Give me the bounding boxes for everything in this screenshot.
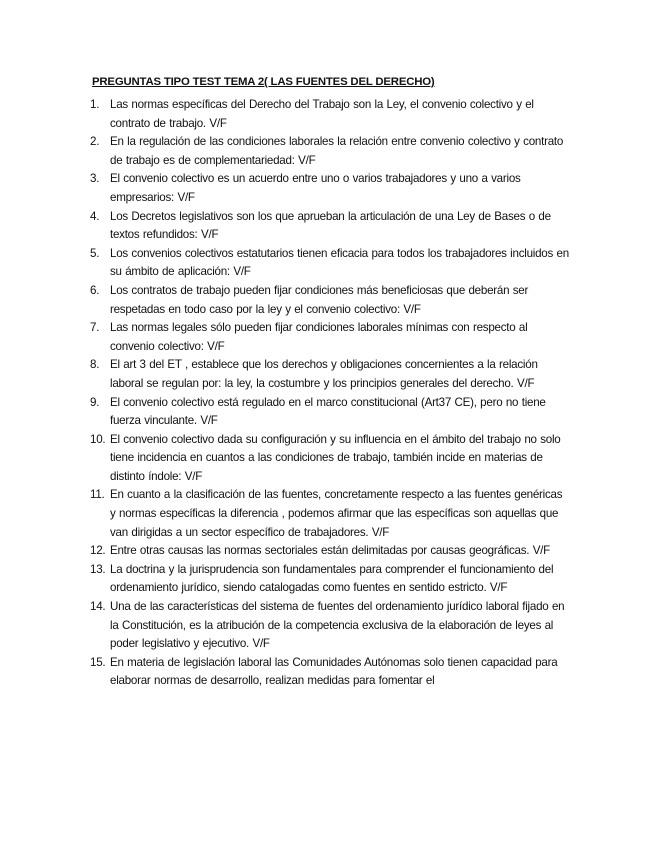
question-text: El convenio colectivo dada su configuración y su influencia en el ámbito del trabajo no solo tiene incidencia en cuantos a las condiciones de trabajo, también incide en materias de distinto índole: V/F xyxy=(110,432,561,483)
question-number: 12. xyxy=(90,544,106,558)
question-text: El art 3 del ET , establece que los derechos y obligaciones concernientes a la relación laboral se regulan por: la ley, la costumbre y los principios generales del derecho. V/F xyxy=(110,358,538,390)
question-item xyxy=(90,542,570,561)
question-item xyxy=(90,245,570,282)
question-number: 5. xyxy=(90,246,100,260)
question-item xyxy=(90,486,570,542)
question-number: 9. xyxy=(90,395,100,409)
question-number: 6. xyxy=(90,283,100,297)
question-text: Las normas legales sólo pueden fijar condiciones laborales mínimas con respecto al convenio colectivo: V/F xyxy=(110,321,528,353)
question-text: En cuanto a la clasificación de las fuentes, concretamente respecto a las fuentes genéricas y normas específicas la diferencia , podemos afirmar que las específicas son aquellas que van dirigidas a un sector específico de trabajadores. V/F xyxy=(110,488,563,539)
question-text: Los convenios colectivos estatutarios tienen eficacia para todos los trabajadores incluidos en su ámbito de aplicación: V/F xyxy=(110,246,569,279)
question-item xyxy=(90,654,570,691)
question-text: En la regulación de las condiciones laborales la relación entre convenio colectivo y contrato de trabajo es de complementariedad: V/F xyxy=(110,135,564,167)
page-title: PREGUNTAS TIPO TEST TEMA 2( LAS FUENTES DEL DERECHO) xyxy=(92,76,435,88)
question-number: 14. xyxy=(90,600,106,614)
question-item xyxy=(90,394,570,431)
question-item xyxy=(90,431,570,487)
question-number: 10. xyxy=(90,432,106,446)
question-number: 8. xyxy=(90,358,100,372)
question-number: 13. xyxy=(90,562,106,576)
question-item xyxy=(90,96,570,133)
question-text: Los Decretos legislativos son los que aprueban la articulación de una Ley de Bases o de textos refundidos: V/F xyxy=(110,209,551,242)
question-text: Una de las características del sistema de fuentes del ordenamiento jurídico laboral fijado en la Constitución, es la atribución de la competencia exclusiva de la elaboración de leyes al poder legislativo y ejecutivo. V/F xyxy=(110,600,565,651)
question-text: Las normas específicas del Derecho del Trabajo son la Ley, el convenio colectivo y el contrato de trabajo. V/F xyxy=(110,98,534,130)
question-text: Entre otras causas las normas sectoriales están delimitadas por causas geográficas. V/F xyxy=(110,544,550,558)
question-item xyxy=(90,208,570,245)
question-text: El convenio colectivo es un acuerdo entre uno o varios trabajadores y uno a varios empresarios: V/F xyxy=(110,172,521,204)
question-item xyxy=(90,282,570,319)
question-text: El convenio colectivo está regulado en el marco constitucional (Art37 CE), pero no tiene fuerza vinculante. V/F xyxy=(110,395,546,428)
question-item xyxy=(90,356,570,393)
question-item xyxy=(90,133,570,170)
question-text: En materia de legislación laboral las Comunidades Autónomas solo tienen capacidad para elaborar normas de desarrollo, realizan medidas para fomentar el xyxy=(110,655,558,688)
question-item xyxy=(90,319,570,356)
question-number: 4. xyxy=(90,209,100,223)
question-list xyxy=(90,96,570,691)
question-number: 15. xyxy=(90,655,106,669)
question-text: Los contratos de trabajo pueden fijar condiciones más beneficiosas que deberán ser respetadas en todo caso por la ley y el convenio colectivo: V/F xyxy=(110,283,529,316)
question-item xyxy=(90,170,570,207)
question-item xyxy=(90,561,570,598)
question-number: 1. xyxy=(90,98,100,111)
question-number: 2. xyxy=(90,135,100,149)
question-number: 11. xyxy=(90,488,105,502)
question-number: 3. xyxy=(90,172,100,186)
question-text: La doctrina y la jurisprudencia son fundamentales para comprender el funcionamiento del ordenamiento jurídico, siendo catalogadas como fuentes en sentido estricto. V/F xyxy=(110,562,554,595)
question-item xyxy=(90,598,570,654)
question-number: 7. xyxy=(90,321,100,335)
